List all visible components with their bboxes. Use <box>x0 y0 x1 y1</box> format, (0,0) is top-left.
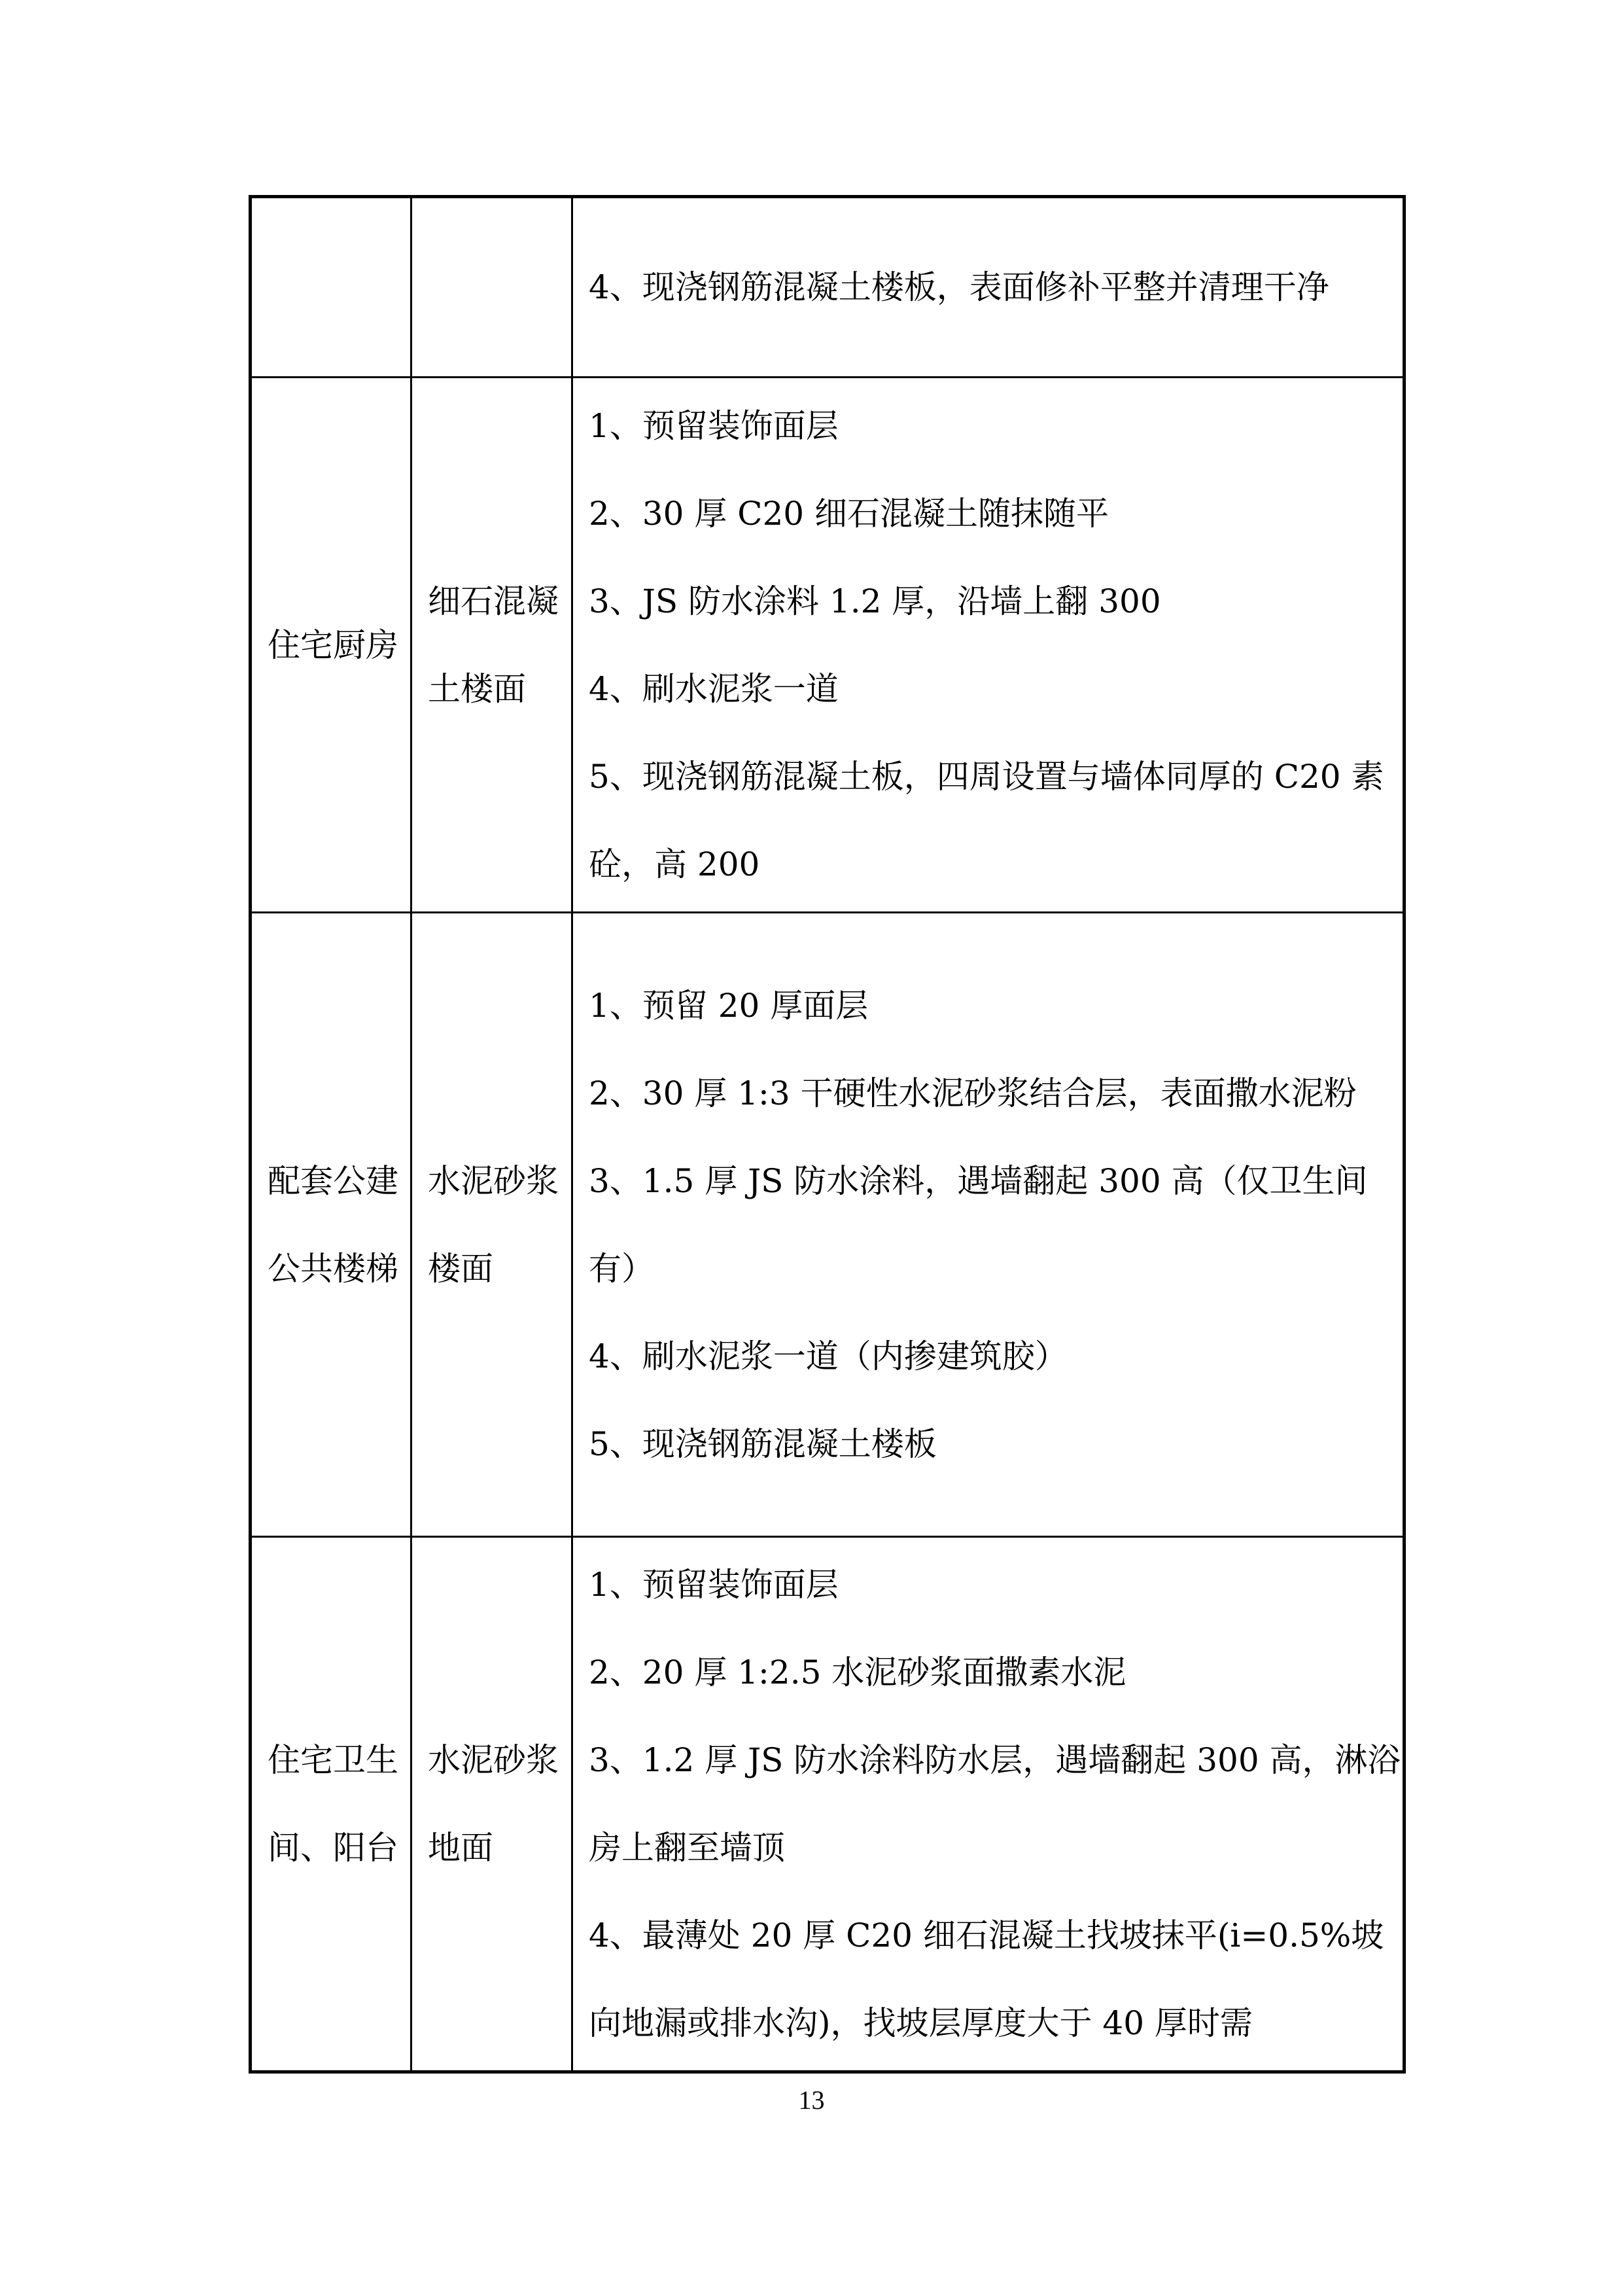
construction-step: 1、预留装饰面层 <box>589 1566 839 1604</box>
floor-type-cell: 细石混凝土楼面 <box>411 378 572 913</box>
construction-step: 1、预留装饰面层 <box>589 406 839 445</box>
floor-construction-table <box>249 195 1406 2074</box>
table-row <box>251 378 1405 913</box>
construction-step: 4、刷水泥浆一道（内掺建筑胶） <box>589 1337 1068 1375</box>
location-cell: 住宅卫生间、阳台 <box>251 1537 411 2072</box>
floor-type-cell: 水泥砂浆楼面 <box>411 913 572 1537</box>
construction-step: 4、现浇钢筋混凝土楼板，表面修补平整并清理干净 <box>589 268 1329 306</box>
table-row <box>251 197 1405 378</box>
location-cell <box>251 197 411 378</box>
construction-step: 3、1.2 厚 JS 防水涂料防水层，遇墙翻起 300 高，淋浴房上翻至墙顶 <box>589 1741 1401 1867</box>
construction-steps-cell <box>572 197 1405 378</box>
construction-step: 2、30 厚 C20 细石混凝土随抹随平 <box>589 494 1109 533</box>
construction-step: 3、JS 防水涂料 1.2 厚，沿墙上翻 300 <box>589 582 1161 620</box>
construction-steps-cell <box>572 913 1405 1537</box>
construction-step: 4、最薄处 20 厚 C20 细石混凝土找坡抹平(i=0.5%坡向地漏或排水沟)，找坡层厚度大于 40 厚时需 <box>589 1916 1384 2042</box>
construction-step: 2、30 厚 1:3 干硬性水泥砂浆结合层，表面撒水泥粉 <box>589 1074 1357 1112</box>
construction-step: 2、20 厚 1:2.5 水泥砂浆面撒素水泥 <box>589 1653 1126 1691</box>
construction-step: 3、1.5 厚 JS 防水涂料，遇墙翻起 300 高（仅卫生间有） <box>589 1161 1368 1288</box>
table-row <box>251 913 1405 1537</box>
location-cell: 配套公建公共楼梯 <box>251 913 411 1537</box>
construction-step: 4、刷水泥浆一道 <box>589 669 839 708</box>
construction-step: 5、现浇钢筋混凝土板，四周设置与墙体同厚的 C20 素砼，高 200 <box>589 757 1384 883</box>
floor-type-cell <box>411 197 572 378</box>
construction-steps-cell <box>572 378 1405 913</box>
construction-steps-cell <box>572 1537 1405 2072</box>
construction-step: 1、预留 20 厚面层 <box>589 986 869 1025</box>
construction-step: 5、现浇钢筋混凝土楼板 <box>589 1424 937 1463</box>
location-cell: 住宅厨房 <box>251 378 411 913</box>
page-number: 13 <box>798 2085 825 2115</box>
floor-type-cell: 水泥砂浆地面 <box>411 1537 572 2072</box>
table-row <box>251 1537 1405 2072</box>
